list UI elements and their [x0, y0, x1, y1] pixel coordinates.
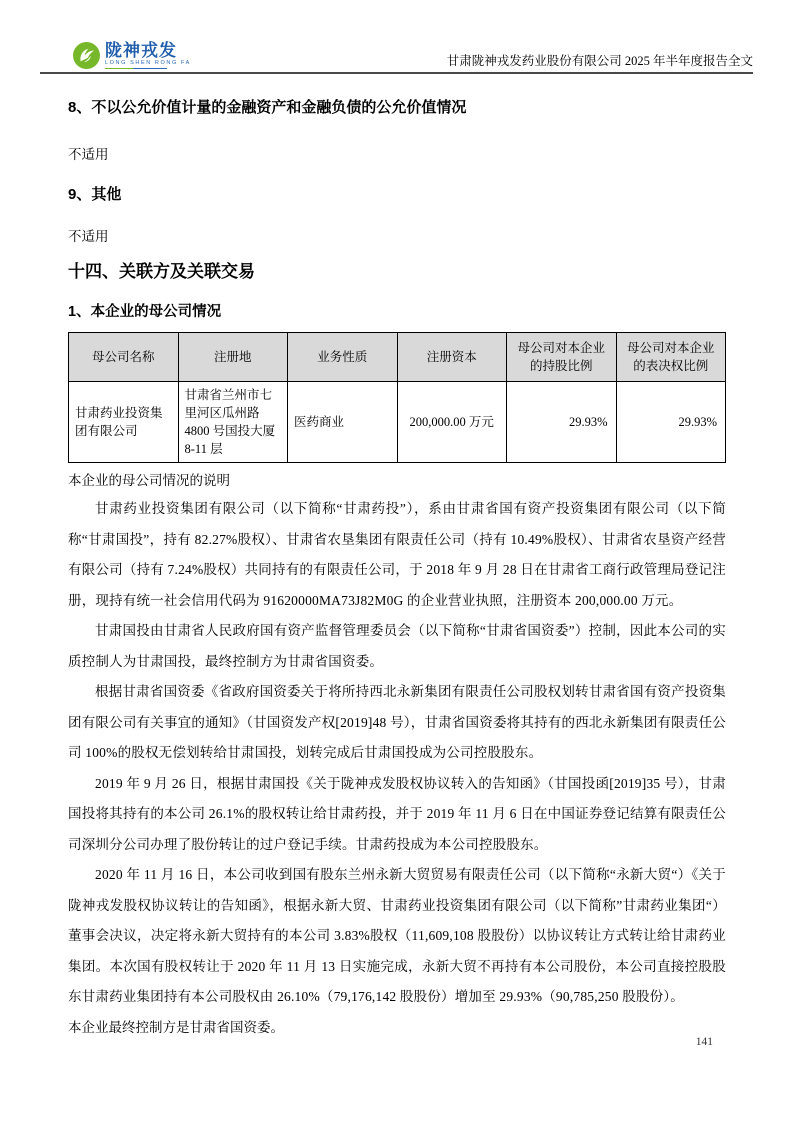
brand-name-cn: 陇神戎发 — [105, 40, 177, 60]
col-registered-capital: 注册资本 — [397, 333, 507, 382]
col-voting-ratio: 母公司对本企业的表决权比例 — [616, 333, 726, 382]
brand-text — [105, 42, 191, 70]
cell-shareholding-ratio: 29.93% — [507, 382, 617, 463]
parent-company-table-body — [69, 382, 726, 463]
cell-business-nature: 医药商业 — [288, 382, 398, 463]
document-title: 甘肃陇神戎发药业股份有限公司 2025 年半年度报告全文 — [446, 54, 753, 68]
page-number: 141 — [695, 1036, 713, 1048]
cell-voting-ratio: 29.93% — [616, 382, 726, 463]
parent-company-table — [68, 332, 726, 463]
section-9-body: 不适用 — [68, 229, 109, 244]
parent-company-table-header — [69, 333, 726, 382]
parent-company-note-title: 本企业的母公司情况的说明 — [68, 473, 230, 488]
page-content — [68, 88, 726, 1043]
brand-name-en: LONG SHEN RONG FA — [105, 59, 191, 66]
cell-registered-capital: 200,000.00 万元 — [397, 382, 507, 463]
paragraph-3: 根据甘肃省国资委《省政府国资委关于将所持西北永新集团有限责任公司股权划转甘肃省国有资产投资集团有限公司有关事宜的通知》（甘国资发产权[2019]48 号），甘肃省国资委将其持有的西北永新集团有限责任公司 100%的股权无偿划转给甘肃国投，划转完成后甘肃国投成为公司控股股东。 — [68, 684, 726, 760]
col-shareholding-ratio: 母公司对本企业的持股比例 — [507, 333, 617, 382]
col-registered-address: 注册地 — [178, 333, 288, 382]
paragraph-2: 甘肃国投由甘肃省人民政府国有资产监督管理委员会（以下简称“甘肃省国资委”）控制，因此本公司的实质控制人为甘肃国投，最终控制方为甘肃省国资委。 — [68, 623, 726, 669]
page-header — [40, 36, 753, 74]
section-9-heading: 9、其他 — [68, 186, 122, 203]
table-row — [69, 382, 726, 463]
cell-registered-address: 甘肃省兰州市七里河区瓜州路 4800 号国投大厦 8-11 层 — [178, 382, 288, 463]
col-business-nature: 业务性质 — [288, 333, 398, 382]
paragraph-4: 2019 年 9 月 26 日，根据甘肃国投《关于陇神戎发股权协议转入的告知函》（甘国投函[2019]35 号），甘肃国投将其持有的本公司 26.1%的股权转让给甘肃药投，并于 2019 年 11 月 6 日在中国证券登记结算有限责任公司深圳分公司办理了股份转让的过户登记手续。甘肃药投成为本公司控股股东。 — [68, 775, 726, 852]
chapter-14-heading: 十四、关联方及关联交易 — [68, 262, 255, 281]
brand-underline — [105, 68, 167, 70]
col-parent-name: 母公司名称 — [69, 333, 179, 382]
company-logo — [73, 42, 191, 70]
cell-parent-name: 甘肃药业投资集团有限公司 — [69, 382, 179, 463]
table-header-row — [69, 333, 726, 382]
chapter-14-item-1-heading: 1、本企业的母公司情况 — [68, 304, 222, 320]
section-8-body: 不适用 — [68, 147, 109, 162]
section-8-heading: 8、不以公允价值计量的金融资产和金融负债的公允价值情况 — [68, 99, 467, 116]
logo-icon — [73, 42, 100, 69]
closing-statement: 本企业最终控制方是甘肃省国资委。 — [68, 1019, 284, 1035]
paragraph-5: 2020 年 11 月 16 日，本公司收到国有股东兰州永新大贸贸易有限责任公司（以下简称“永新大贸“）《关于陇神戎发股权协议转让的告知函》，根据永新大贸、甘肃药业投资集团有限公司（以下简称”甘肃药业集团“）董事会决议，决定将永新大贸持有的本公司 3.83%股权（11,609,108 股股份）以协议转让方式转让给甘肃药业集团。本次国有股权转让于 2020 年 11 月 13 日实施完成，永新大贸不再持有本公司股份，本公司直接控股股东甘肃药业集团持有本公司股权由 26.10%（79,176,142 股股份）增加至 29.93%（90,785,250 股股份）。 — [68, 867, 726, 1004]
paragraph-1: 甘肃药业投资集团有限公司（以下简称“甘肃药投”），系由甘肃省国有资产投资集团有限公司（以下简称“甘肃国投”，持有 82.27%股权）、甘肃省农垦集团有限责任公司（持有 10.49%股权）、甘肃省农垦资产经营有限公司（持有 7.24%股权）共同持有的有限责任公司，于 2018 年 9 月 28 日在甘肃省工商行政管理局登记注册，现持有统一社会信用代码为 91620000MA73J82M0G 的企业营业执照，注册资本 200,000.00 万元。 — [68, 501, 726, 608]
